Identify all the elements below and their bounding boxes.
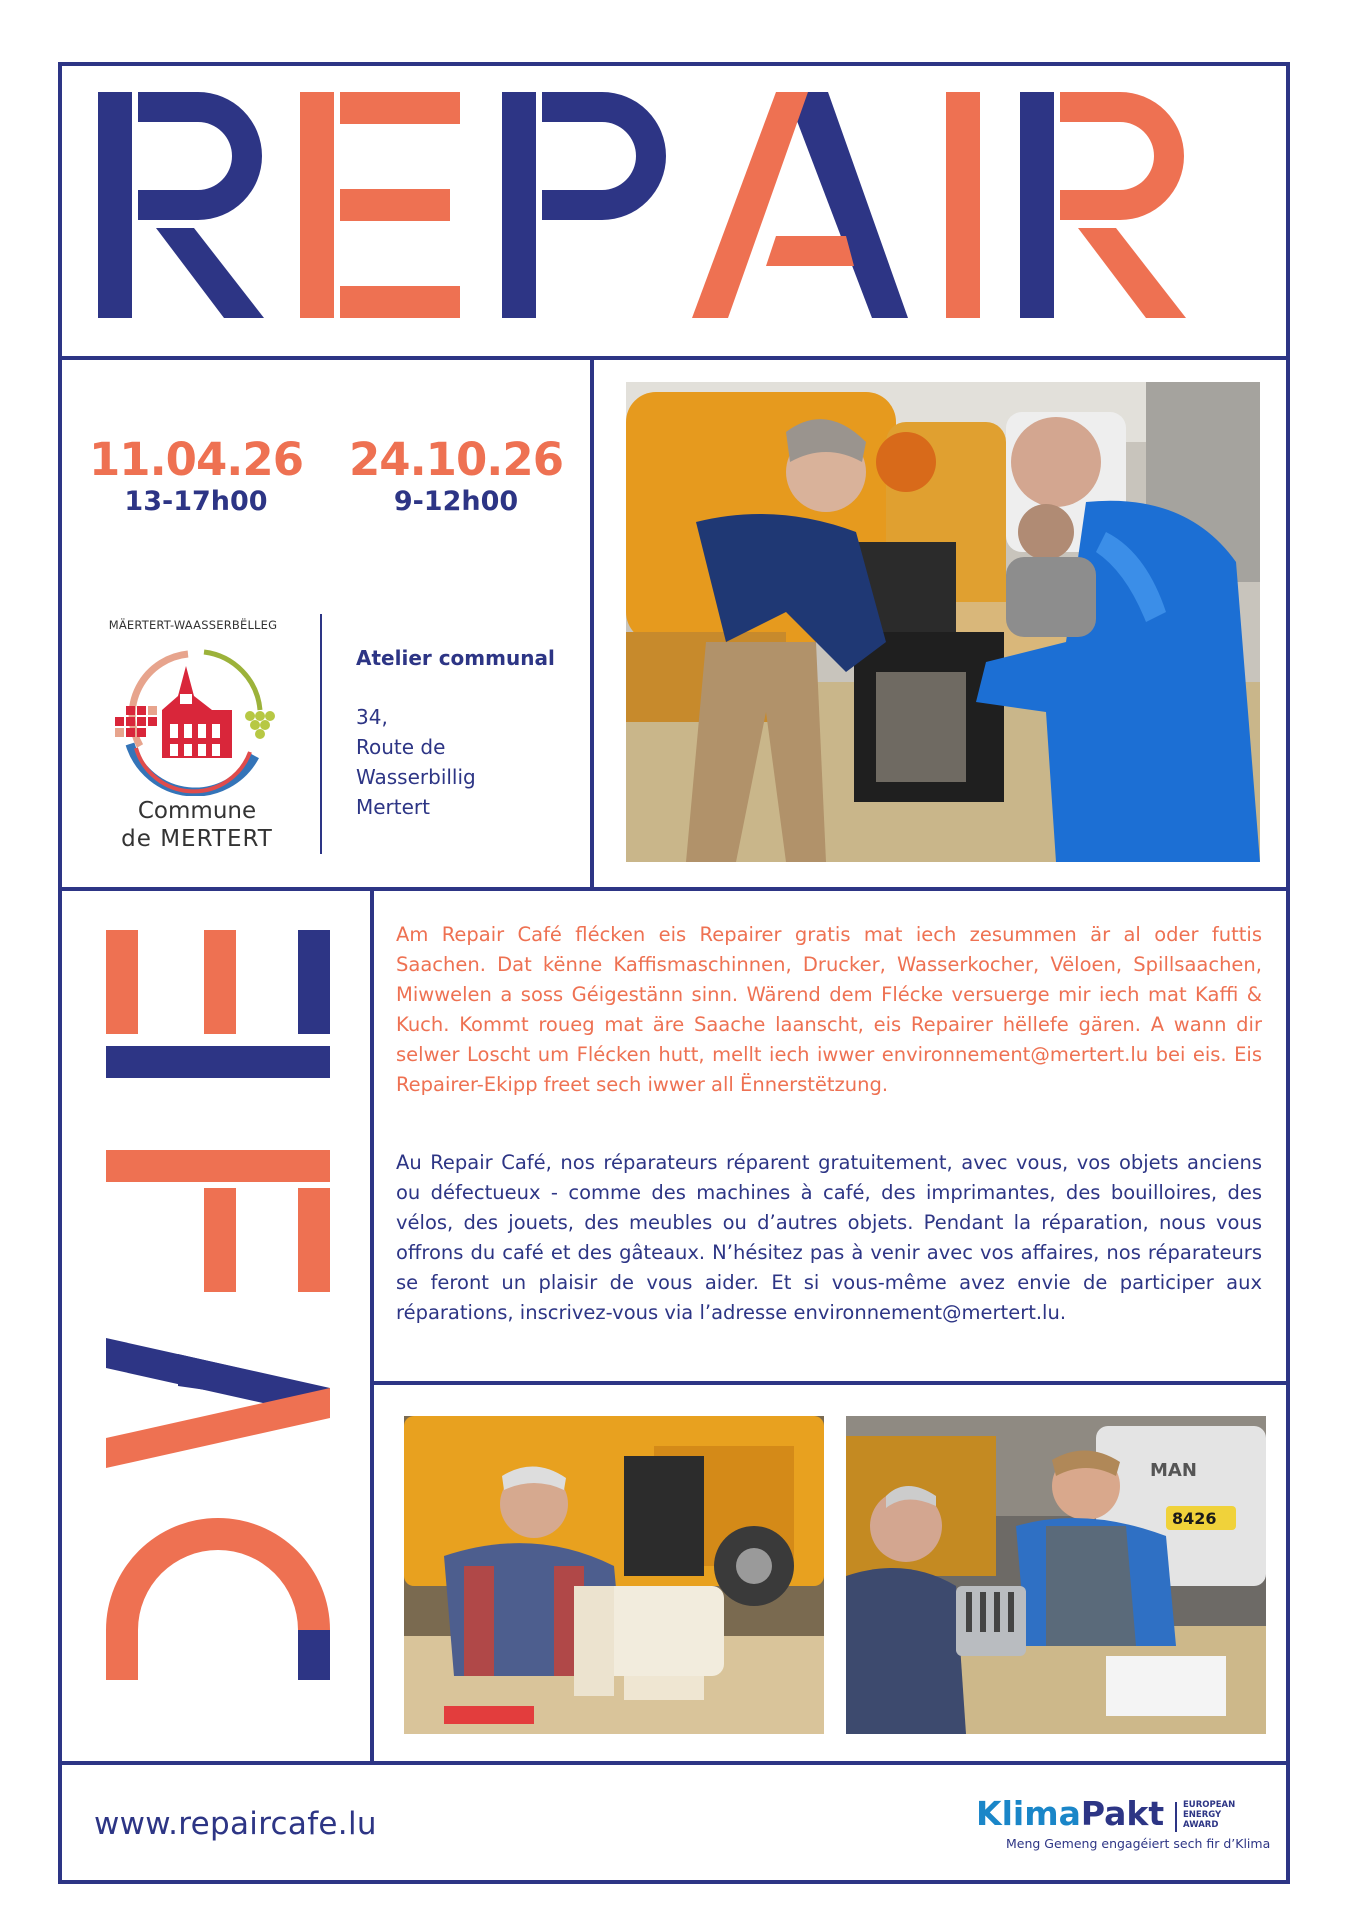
- time-2: 9-12h00: [393, 486, 519, 517]
- logo-name-line2: de MERTERT: [121, 826, 273, 852]
- photo3-truck-brand-text: MAN: [1150, 1460, 1197, 1481]
- photo3-plate-text: 8426: [1172, 1509, 1217, 1528]
- award-line-2: ENERGY: [1183, 1810, 1222, 1820]
- venue-line-2: Route de: [356, 735, 446, 759]
- logo-name-line1: Commune: [137, 798, 257, 824]
- award-line-1: EUROPEAN: [1183, 1800, 1236, 1810]
- energy-award-label: [1183, 1800, 1235, 1830]
- divider-cafe-column: [370, 887, 374, 1765]
- divider-above-footer: [58, 1761, 1290, 1765]
- text-french: Au Repair Café, nos réparateurs réparent gratuitement, avec vous, vos objets anciens ou défectueux - comme des machines à café, des imprimantes, des bouilloires, des vélos, des jouets, des meubles ou d’autres objets. Pendant la réparation, nous vous offrons du café et des gâteaux. N’hésitez pas à venir avec vos affaires, nos réparateurs se feront un plaisir de vous aider. Et si vous-même avez envie de participer aux réparations, inscrivez-vous via l’adresse environnement@mertert.lu.: [396, 1151, 1262, 1324]
- date-1: 11.04.26: [88, 433, 304, 486]
- logo-divider: [320, 614, 322, 854]
- logo-caption: MÄERTERT-WAASSERBËLLEG: [108, 618, 278, 632]
- time-1: 13-17h00: [124, 486, 268, 517]
- date-block-2: [346, 434, 566, 518]
- klimapakt-word-part1: Klima: [976, 1794, 1081, 1833]
- photo-coffee-machine-repair: [626, 382, 1260, 862]
- venue-line-1: 34,: [356, 705, 388, 729]
- klimapakt-wordmark: [976, 1796, 1164, 1832]
- divider-info-photo: [590, 356, 594, 891]
- klimapakt-tagline: Meng Gemeng engagéiert sech fir d’Klima: [1006, 1836, 1271, 1851]
- venue-line-4: Mertert: [356, 795, 430, 819]
- venue-line-3: Wasserbillig: [356, 765, 476, 789]
- klimapakt-separator: [1175, 1802, 1177, 1832]
- repair-title: [86, 86, 1266, 326]
- photo-toaster-repair: [846, 1416, 1266, 1734]
- text-luxembourgish: Am Repair Café flécken eis Repairer gratis mat iech zesummen är al oder futtis Saachen. Dat kënne Kaffismaschinnen, Drucker, Wasserkocher, Vëloen, Spillsaachen, Miwwelen a soss Géigestänn sinn. Wärend dem Flécke versuerge mir iech mat Kaffi & Kuch. Kommt roueg mat äre Saache laanscht, eis Repairer hëllefe gären. A wann dir selwer Loscht um Flécken hutt, mellt iech iwwer environnement@mertert.lu bei eis. Eis Repairer-Ekipp freet sech iwwer all Ënnerstëtzung.: [396, 923, 1262, 1096]
- award-line-3: AWARD: [1183, 1820, 1219, 1830]
- divider-below-title: [58, 356, 1290, 360]
- cafe-title: [98, 918, 338, 1740]
- venue-title: Atelier communal: [356, 646, 555, 670]
- date-block-1: [86, 434, 306, 518]
- date-2: 24.10.26: [348, 433, 564, 486]
- town-hall-logo-icon: [100, 636, 290, 796]
- divider-below-text: [370, 1381, 1290, 1385]
- website-link[interactable]: www.repaircafe.lu: [94, 1806, 377, 1842]
- klimapakt-word-part2: Pakt: [1080, 1794, 1165, 1833]
- divider-below-info: [58, 887, 1290, 891]
- photo-sewing-machine-repair: [404, 1416, 824, 1734]
